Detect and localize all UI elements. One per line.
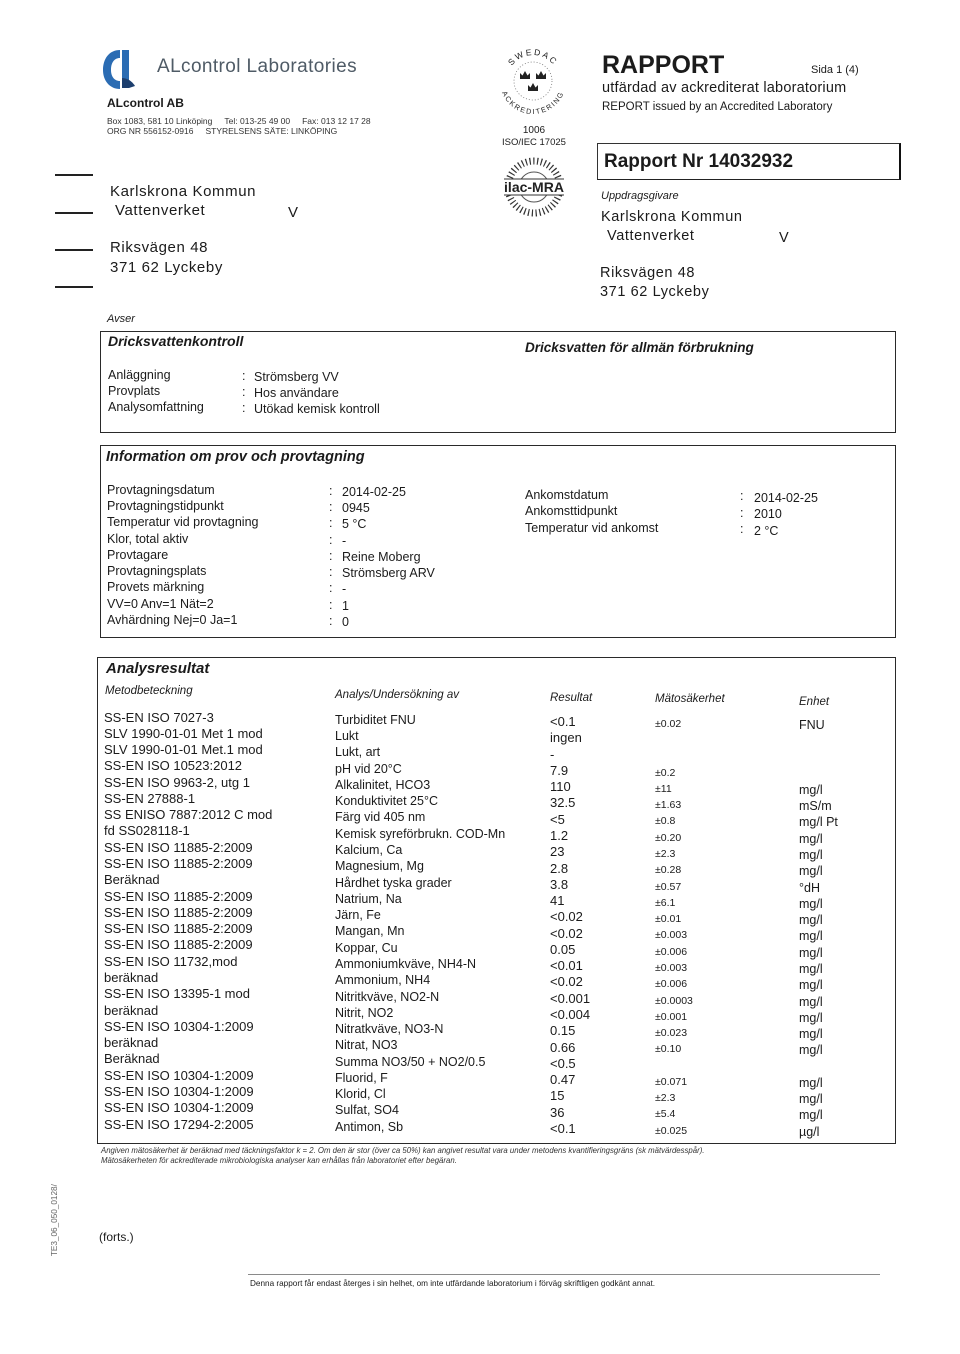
uncertainty-cell: ±0.0003 xyxy=(655,994,693,1007)
unit-cell: mg/l xyxy=(799,864,823,879)
result-cell: <0.01 xyxy=(550,958,583,974)
sample-field-label: Provtagningsplats xyxy=(107,564,207,578)
client-name: Karlskrona Kommun xyxy=(601,209,743,225)
method-cell: SS-EN ISO 11885-2:2009 xyxy=(104,904,253,920)
result-cell: <0.02 xyxy=(550,974,583,990)
result-cell: ingen xyxy=(550,730,582,746)
uncertainty-cell: ±0.003 xyxy=(655,961,688,974)
unit-cell: mg/l xyxy=(799,782,823,797)
method-cell: SS-EN ISO 11885-2:2009 xyxy=(104,888,253,904)
uncertainty-cell: ±0.28 xyxy=(655,864,682,877)
uncertainty-cell: ±0.006 xyxy=(655,945,688,958)
report-number-box xyxy=(597,143,901,180)
arrival-field-label: Temperatur vid ankomst xyxy=(525,520,659,535)
method-cell: SS-EN ISO 17294-2:2005 xyxy=(104,1116,254,1132)
uncertainty-cell: ±0.071 xyxy=(655,1075,688,1088)
unit-cell: mg/l xyxy=(799,978,823,993)
method-cell: SS-EN 27888-1 xyxy=(104,790,196,806)
result-cell: 0.05 xyxy=(550,941,576,957)
field-separator: : xyxy=(329,532,333,547)
subject-title: Dricksvattenkontroll xyxy=(108,333,244,349)
unit-cell: mg/l xyxy=(799,1092,823,1107)
margin-mark xyxy=(55,286,93,288)
unit-cell: mg/l xyxy=(799,1075,823,1090)
unit-cell: mS/m xyxy=(799,799,832,814)
column-header-method: Metodbeteckning xyxy=(105,685,193,697)
subject-field-label: Analysomfattning xyxy=(108,399,204,414)
column-header-result: Resultat xyxy=(550,692,593,704)
sample-field-label: Provtagningsdatum xyxy=(107,482,215,497)
analysis-cell: Nitritkväve, NO2-N xyxy=(335,989,440,1004)
uncertainty-cell: ±1.63 xyxy=(655,799,682,812)
unit-cell: mg/l xyxy=(799,961,823,976)
analysis-cell: Fluorid, F xyxy=(335,1070,388,1085)
method-cell: SS-EN ISO 10304-1:2009 xyxy=(104,1067,254,1083)
result-cell: 7.9 xyxy=(550,762,569,778)
result-cell: <0.1 xyxy=(550,714,576,729)
unit-cell: mg/l xyxy=(799,831,823,846)
uncertainty-cell: ±2.3 xyxy=(655,847,676,860)
sample-field-value: 2014-02-25 xyxy=(342,484,406,499)
subject-category: Dricksvatten för allmän förbrukning xyxy=(525,340,754,355)
ilac-mra-label: ilac-MRA xyxy=(504,179,564,195)
ilac-mra-logo-icon xyxy=(496,155,572,219)
report-issued-en: REPORT issued by an Accredited Laboratory xyxy=(602,101,833,113)
method-cell: SLV 1990-01-01 Met 1 mod xyxy=(104,725,263,741)
method-cell: beräknad xyxy=(104,1002,159,1018)
uncertainty-cell: ±0.023 xyxy=(655,1027,688,1040)
client-unit: Vattenverket xyxy=(607,228,695,244)
result-cell: 0.66 xyxy=(550,1039,576,1055)
subject-field-value: Strömsberg VV xyxy=(254,369,339,384)
unit-cell: mg/l xyxy=(799,945,823,960)
method-cell: Beräknad xyxy=(104,1051,160,1067)
uncertainty-cell: ±0.2 xyxy=(655,766,676,779)
method-cell: SS-EN ISO 10523:2012 xyxy=(104,758,243,774)
uncertainty-cell: ±5.4 xyxy=(655,1108,676,1121)
column-header-analysis: Analys/Undersökning av xyxy=(335,689,460,701)
column-header-unit: Enhet xyxy=(799,696,830,708)
company-address: Box 1083, 581 10 Linköping xyxy=(107,116,213,126)
field-separator: : xyxy=(329,548,333,563)
field-separator: : xyxy=(329,565,333,579)
sample-info-box xyxy=(100,445,896,638)
result-cell: 23 xyxy=(550,844,565,860)
recipient-street: Riksvägen 48 xyxy=(110,238,209,256)
method-cell: SS-EN ISO 10304-1:2009 xyxy=(104,1018,254,1034)
subject-field-label: Provplats xyxy=(108,383,161,398)
analysis-cell: Hårdhet tyska grader xyxy=(335,875,452,890)
sample-field-value: - xyxy=(342,582,347,597)
analysis-cell: Summa NO3/50 + NO2/0.5 xyxy=(335,1054,486,1069)
unit-cell: mg/l xyxy=(799,896,823,911)
arrival-field-label: Ankomstdatum xyxy=(525,487,609,502)
subject-field-value: Hos användare xyxy=(254,385,339,400)
unit-cell: °dH xyxy=(799,880,820,895)
subject-field-value: Utökad kemisk kontroll xyxy=(254,401,380,416)
company-logo-text: ALcontrol Laboratories xyxy=(157,56,357,77)
footer-divider xyxy=(248,1274,880,1275)
result-cell: <5 xyxy=(550,811,565,827)
swedac-seal-icon xyxy=(494,42,572,120)
sample-field-value: Reine Moberg xyxy=(342,549,421,564)
sample-field-label: Provets märkning xyxy=(107,580,205,595)
analysis-cell: Konduktivitet 25°C xyxy=(335,794,438,809)
recipient-name: Karlskrona Kommun xyxy=(110,182,257,200)
uncertainty-cell: ±2.3 xyxy=(655,1092,676,1105)
company-org-nr: ORG NR 556152-0916 xyxy=(107,126,194,136)
client-label: Uppdragsgivare xyxy=(601,189,679,202)
unit-cell: mg/l xyxy=(799,1043,823,1058)
sample-field-value: 0945 xyxy=(342,501,370,515)
method-cell: SS-EN ISO 10304-1:2009 xyxy=(104,1100,254,1116)
accreditation-number: 1006 xyxy=(522,125,546,136)
method-cell: SS-EN ISO 11732,mod xyxy=(104,953,238,969)
analysis-cell: Kemisk syreförbrukn. COD-Mn xyxy=(335,826,506,841)
unit-cell: mg/l xyxy=(799,1108,823,1123)
unit-cell: mg/l xyxy=(799,994,823,1009)
field-separator: : xyxy=(329,500,333,514)
analysis-cell: Lukt, art xyxy=(335,745,381,760)
method-cell: SS-EN ISO 9963-2, utg 1 xyxy=(104,774,250,790)
unit-cell: FNU xyxy=(799,717,825,732)
field-separator: : xyxy=(740,489,744,504)
field-separator: : xyxy=(329,516,333,531)
unit-cell: mg/l xyxy=(799,1010,823,1025)
uncertainty-cell: ±0.57 xyxy=(655,880,682,893)
analysis-cell: Ammonium, NH4 xyxy=(335,973,431,988)
analysis-cell: Kalcium, Ca xyxy=(335,842,403,857)
unit-cell: mg/l xyxy=(799,929,823,944)
analysis-cell: Mangan, Mn xyxy=(335,924,405,939)
result-cell: 36 xyxy=(550,1104,565,1120)
field-separator: : xyxy=(329,613,333,628)
method-cell: SS-EN ISO 13395-1 mod xyxy=(104,986,250,1002)
analysis-cell: Ammoniumkväve, NH4-N xyxy=(335,956,477,971)
accreditation-standard: ISO/IEC 17025 xyxy=(502,137,566,148)
result-cell: <0.1 xyxy=(550,1121,576,1136)
margin-mark xyxy=(55,212,93,214)
analysis-cell: Turbiditet FNU xyxy=(335,712,416,727)
unit-cell: mg/l xyxy=(799,847,823,862)
uncertainty-cell: ±6.1 xyxy=(655,896,676,909)
uncertainty-cell: ±0.10 xyxy=(655,1043,682,1056)
report-title: RAPPORT xyxy=(602,51,725,79)
result-cell: 110 xyxy=(550,779,571,795)
analysis-cell: Alkalinitet, HCO3 xyxy=(335,777,431,792)
sample-field-label: Provtagningstidpunkt xyxy=(107,499,224,513)
sample-field-value: 1 xyxy=(342,598,349,613)
unit-cell: mg/l Pt xyxy=(799,815,838,830)
alcontrol-logo-icon xyxy=(101,47,139,91)
sample-field-value: 0 xyxy=(342,614,349,629)
analysis-cell: pH vid 20°C xyxy=(335,761,402,776)
arrival-field-value: 2014-02-25 xyxy=(754,490,818,505)
field-separator: : xyxy=(740,522,744,537)
uncertainty-cell: ±0.20 xyxy=(655,831,682,844)
method-cell: SS-EN ISO 11885-2:2009 xyxy=(104,839,253,855)
company-registration-line xyxy=(107,127,337,136)
uncertainty-cell: ±0.001 xyxy=(655,1010,688,1023)
sample-field-label: VV=0 Anv=1 Nät=2 xyxy=(107,596,214,611)
analysis-cell: Nitrit, NO2 xyxy=(335,1005,394,1020)
recipient-department: V xyxy=(288,203,299,221)
results-title: Analysresultat xyxy=(106,659,210,677)
arrival-field-label: Ankomsttidpunkt xyxy=(525,504,618,519)
sample-field-label: Provtagare xyxy=(107,547,169,562)
client-street: Riksvägen 48 xyxy=(600,265,696,281)
arrival-field-value: 2 °C xyxy=(754,523,779,538)
result-cell: <0.02 xyxy=(550,925,583,941)
result-cell: - xyxy=(550,746,555,762)
method-cell: SS-EN ISO 11885-2:2009 xyxy=(104,937,253,953)
result-cell: <0.02 xyxy=(550,909,583,925)
column-header-uncertainty: Mätosäkerhet xyxy=(655,693,725,705)
company-seat: STYRELSENS SÄTE: LINKÖPING xyxy=(205,126,338,136)
field-separator: : xyxy=(740,505,744,520)
uncertainty-cell: ±0.025 xyxy=(655,1124,688,1137)
analysis-cell: Nitrat, NO3 xyxy=(335,1038,398,1053)
method-cell: SS-EN ISO 7027-3 xyxy=(104,709,214,725)
analysis-cell: Järn, Fe xyxy=(335,908,381,923)
margin-mark xyxy=(55,249,93,251)
method-cell: fd SS028118-1 xyxy=(104,823,190,839)
arrival-field-value: 2010 xyxy=(754,507,782,522)
result-cell: 0.47 xyxy=(550,1072,576,1088)
margin-mark xyxy=(55,174,93,176)
sample-field-value: Strömsberg ARV xyxy=(342,566,435,580)
field-separator: : xyxy=(329,581,333,596)
method-cell: SS ENISO 7887:2012 C mod xyxy=(104,807,273,823)
continued-marker: (forts.) xyxy=(99,1230,134,1244)
analysis-cell: Koppar, Cu xyxy=(335,940,398,955)
analysis-cell: Magnesium, Mg xyxy=(335,859,424,874)
seal-top-text: SWEDAC xyxy=(505,46,561,68)
analysis-cell: Lukt xyxy=(335,729,359,744)
method-cell: beräknad xyxy=(104,969,159,985)
report-number: Rapport Nr 14032932 xyxy=(604,151,794,172)
client-department: V xyxy=(779,230,789,246)
result-cell: 3.8 xyxy=(550,876,569,892)
method-cell: Beräknad xyxy=(104,872,160,888)
analysis-cell: Klorid, Cl xyxy=(335,1087,386,1102)
recipient-postal: 371 62 Lyckeby xyxy=(110,258,223,276)
unit-cell: mg/l xyxy=(799,1027,823,1042)
field-separator: : xyxy=(329,597,333,612)
report-page-number: Sida 1 (4) xyxy=(811,64,859,76)
sample-field-value: - xyxy=(342,533,347,548)
field-separator: : xyxy=(329,483,333,498)
method-cell: SS-EN ISO 11885-2:2009 xyxy=(104,856,253,872)
uncertainty-cell: ±0.006 xyxy=(655,978,688,991)
field-separator: : xyxy=(242,368,246,383)
uncertainty-cell: ±0.8 xyxy=(655,815,676,828)
result-cell: 1.2 xyxy=(550,827,569,843)
footer-disclaimer: Denna rapport får endast återges i sin helhet, om inte utfärdande laboratorium i förväg skriftligen godkänt annat. xyxy=(250,1279,656,1288)
sample-field-label: Klor, total aktiv xyxy=(107,531,189,546)
result-cell: 2.8 xyxy=(550,860,569,876)
margin-document-code: TE3_06_050_0128/ xyxy=(49,1184,59,1257)
company-name: ALcontrol AB xyxy=(107,96,184,110)
subject-label: Avser xyxy=(107,312,135,325)
company-fax: Fax: 013 12 17 28 xyxy=(302,116,371,126)
result-cell: 32.5 xyxy=(550,795,576,811)
analysis-cell: Färg vid 405 nm xyxy=(335,810,426,825)
recipient-unit: Vattenverket xyxy=(115,201,206,219)
uncertainty-cell: ±0.01 xyxy=(655,913,682,926)
unit-cell: µg/l xyxy=(799,1124,820,1139)
uncertainty-cell: ±11 xyxy=(655,782,672,795)
result-cell: <0.004 xyxy=(550,1007,591,1023)
result-cell: <0.5 xyxy=(550,1055,576,1071)
subject-field-label: Anläggning xyxy=(108,367,171,382)
method-cell: SS-EN ISO 11885-2:2009 xyxy=(104,921,253,937)
field-separator: : xyxy=(242,400,246,415)
result-cell: 15 xyxy=(550,1088,565,1104)
result-cell: 41 xyxy=(550,893,565,909)
footnote: Mätosäkerheten för ackrediterade mikrobiologiska analyser kan erhållas från laboratoriet efter begäran. xyxy=(101,1156,457,1165)
result-cell: <0.001 xyxy=(550,990,591,1006)
sample-field-label: Avhärdning Nej=0 Ja=1 xyxy=(107,612,238,627)
sample-info-title: Information om prov och provtagning xyxy=(106,449,365,465)
footnote: Angiven mätosäkerhet är beräknad med täckningsfaktor k = 2. Om den är stor (över ca 50%) kan angivet resultat vara under metodens kvantifieringsgräns (sk mätvärdesspår). xyxy=(101,1146,705,1155)
result-cell: 0.15 xyxy=(550,1023,576,1039)
field-separator: : xyxy=(242,384,246,399)
analysis-cell: Antimon, Sb xyxy=(335,1119,404,1134)
client-postal: 371 62 Lyckeby xyxy=(600,284,710,300)
sample-field-value: 5 °C xyxy=(342,517,367,532)
uncertainty-cell: ±0.02 xyxy=(655,717,682,730)
method-cell: SLV 1990-01-01 Met.1 mod xyxy=(104,742,263,758)
method-cell: SS-EN ISO 10304-1:2009 xyxy=(104,1083,254,1099)
analysis-cell: Nitratkväve, NO3-N xyxy=(335,1022,444,1037)
sample-field-label: Temperatur vid provtagning xyxy=(107,515,259,530)
analysis-cell: Sulfat, SO4 xyxy=(335,1103,399,1118)
company-address-line xyxy=(107,117,371,126)
uncertainty-cell: ±0.003 xyxy=(655,929,688,942)
analysis-cell: Natrium, Na xyxy=(335,891,402,906)
method-cell: beräknad xyxy=(104,1035,159,1051)
seal-ring-text: ACKREDITERING xyxy=(500,89,566,117)
company-phone: Tel: 013-25 49 00 xyxy=(224,116,291,126)
three-crowns-icon xyxy=(520,71,546,91)
unit-cell: mg/l xyxy=(799,913,823,928)
report-issued-sv: utfärdad av ackrediterat laboratorium xyxy=(602,80,847,96)
